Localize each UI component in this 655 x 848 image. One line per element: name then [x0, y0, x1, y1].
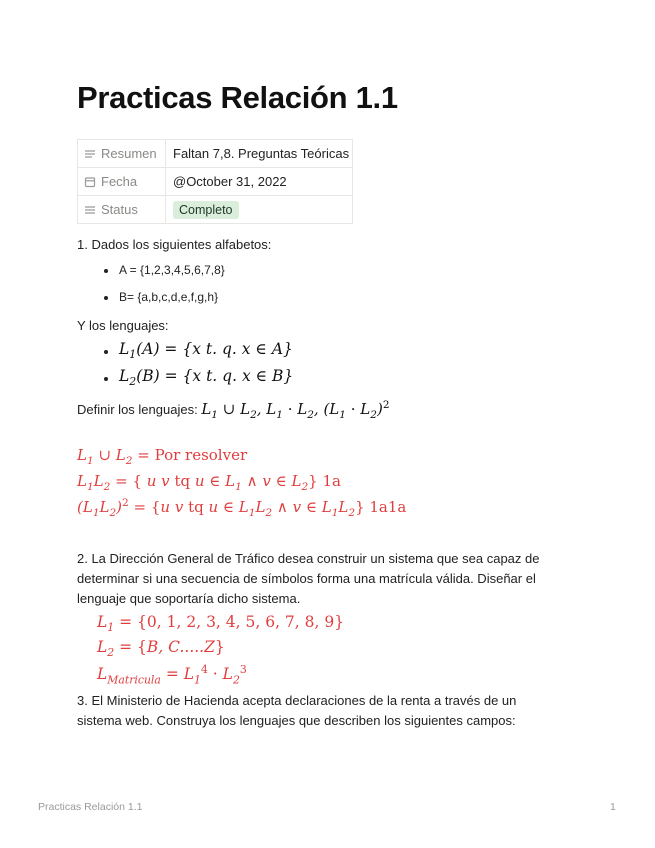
- property-row-fecha: [78, 168, 353, 196]
- properties-table: [77, 139, 353, 224]
- answer-union: $L_1$ ∪ $L_2$ = Por resolver: [77, 446, 248, 467]
- footer-title: Practicas Relación 1.1: [38, 801, 143, 813]
- answer-concat: $L_1L_2$ = { u v tq u ∈ $L_1$ ∧ v ∈ $L_2$} 1a: [77, 472, 341, 493]
- property-key: [78, 196, 166, 224]
- section3-text: 3. El Ministerio de Hacienda acepta declaraciones de la renta a través de un sistema web. Construya los lenguajes que describen los siguientes campos:: [77, 693, 517, 728]
- property-value[interactable]: @October 31, 2022: [166, 168, 353, 196]
- alphabet-a: A = {1,2,3,4,5,6,7,8}: [119, 263, 225, 277]
- answer-concat-suffix: 1a: [322, 472, 341, 490]
- property-key: [78, 168, 166, 196]
- property-row-status: [78, 196, 353, 224]
- page-title: Practicas Relación 1.1: [77, 80, 398, 115]
- list-icon: [84, 204, 96, 216]
- property-value[interactable]: Faltan 7,8. Preguntas Teóricas: [166, 140, 353, 168]
- set-l2: $L_2 = \{B$, C.....Z}: [97, 638, 225, 660]
- bullet: [104, 377, 108, 381]
- answer-union-text: Por resolver: [154, 446, 248, 464]
- property-value[interactable]: [166, 196, 353, 224]
- section2-text: 2. La Dirección General de Tráfico desea construir un sistema que sea capaz de determinar si una secuencia de símbolos forma una matrícula válida. Diseñar el lenguaje que soportaría dicho sistema.: [77, 551, 540, 606]
- property-key-label: Status: [101, 202, 138, 217]
- bullet: [104, 350, 108, 354]
- bullet: [104, 296, 108, 300]
- answer-square-suffix: 1a1a: [369, 498, 407, 516]
- define-label: Definir los lenguajes:: [77, 402, 198, 417]
- page-number: 1: [610, 801, 616, 813]
- set-l1: $L_1 = \{0$, 1, 2, 3, 4, 5, 6, 7, 8, 9}: [97, 613, 345, 635]
- bullet: [104, 269, 108, 273]
- matricula-subscript: Matricula: [107, 673, 161, 687]
- languages-label: Y los lenguajes:: [77, 318, 169, 333]
- answer-square: $(L_1L_2)^2 = \{u$ v tq u ∈ $L_1L_2$ ∧ v ∈ $L_1L_2$} 1a1a: [77, 497, 407, 519]
- define-formula: $L_1$ ∪ $L_2$, $L_1 \cdot L_2$, $(L_1 \cdot L_2)^2$: [201, 399, 390, 421]
- section1-intro: 1. Dados los siguientes alfabetos:: [77, 237, 272, 252]
- set-matricula: $L_{Matricula} = L_1^4 \cdot L_2^3$: [97, 663, 247, 687]
- define-languages: [77, 396, 390, 425]
- calendar-icon: [84, 176, 96, 188]
- property-row-resumen: [78, 140, 353, 168]
- language-l2: $L_2(B) = \{x$ t. q. x ∈ B}: [119, 367, 294, 389]
- language-l1: $L_1(A) = \{x$ t. q. x ∈ A}: [119, 340, 293, 362]
- alphabet-b: B= {a,b,c,d,e,f,g,h}: [119, 290, 219, 304]
- property-key-label: Fecha: [101, 174, 138, 189]
- text-lines-icon: [84, 148, 96, 160]
- status-badge[interactable]: Completo: [173, 201, 239, 219]
- property-key: [78, 140, 166, 168]
- property-key-label: Resumen: [101, 146, 157, 161]
